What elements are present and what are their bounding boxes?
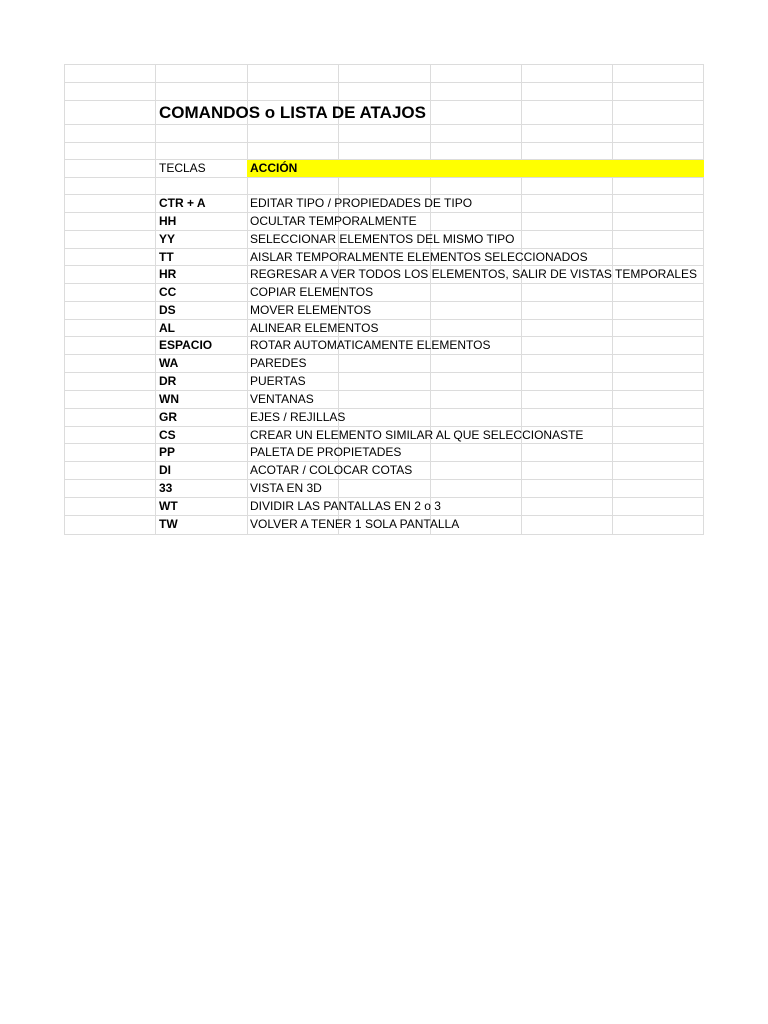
spreadsheet-grid (64, 64, 704, 535)
shortcut-action: CREAR UN ELEMENTO SIMILAR AL QUE SELECCIONASTE (250, 428, 584, 442)
shortcut-action: PAREDES (250, 356, 307, 370)
shortcut-action: PUERTAS (250, 374, 306, 388)
table-row (64, 266, 704, 284)
shortcut-key: 33 (159, 481, 173, 495)
shortcut-key: CTR + A (159, 196, 206, 210)
title-row (64, 101, 704, 125)
table-row (64, 302, 704, 320)
shortcut-action: EJES / REJILLAS (250, 410, 346, 424)
shortcut-key: ESPACIO (159, 338, 213, 352)
table-row (64, 391, 704, 409)
shortcut-key: DS (159, 303, 176, 317)
shortcut-action: SELECCIONAR ELEMENTOS DEL MISMO TIPO (250, 232, 515, 246)
table-row (64, 337, 704, 355)
shortcut-action: REGRESAR A VER TODOS LOS ELEMENTOS, SALIR DE VISTAS TEMPORALES (250, 267, 698, 281)
shortcut-action: OCULTAR TEMPORALMENTE (250, 214, 417, 228)
table-row (64, 516, 704, 535)
shortcut-key: CC (159, 285, 177, 299)
shortcut-action: DIVIDIR LAS PANTALLAS EN 2 o 3 (250, 499, 441, 513)
shortcut-key: WA (159, 356, 179, 370)
sheet-title: COMANDOS o LISTA DE ATAJOS (159, 103, 426, 122)
empty-row (64, 143, 704, 160)
table-row (64, 444, 704, 462)
empty-row (64, 83, 704, 101)
table-row (64, 195, 704, 213)
header-keys-label: TECLAS (159, 161, 206, 175)
shortcut-key: PP (159, 445, 176, 459)
shortcut-key: YY (159, 232, 176, 246)
shortcut-key: DR (159, 374, 177, 388)
shortcut-action: VISTA EN 3D (250, 481, 322, 495)
shortcut-action: VENTANAS (250, 392, 314, 406)
shortcut-action: EDITAR TIPO / PROPIEDADES DE TIPO (250, 196, 473, 210)
shortcut-key: TT (159, 250, 174, 264)
shortcut-action: MOVER ELEMENTOS (250, 303, 372, 317)
shortcut-key: AL (159, 321, 175, 335)
header-row (64, 160, 704, 178)
shortcut-key: DI (159, 463, 171, 477)
table-row (64, 373, 704, 391)
shortcut-key: GR (159, 410, 177, 424)
table-row (64, 284, 704, 302)
header-action-label: ACCIÓN (250, 161, 298, 175)
table-row (64, 231, 704, 249)
shortcut-key: WN (159, 392, 179, 406)
shortcut-key: WT (159, 499, 178, 513)
shortcut-action: VOLVER A TENER 1 SOLA PANTALLA (250, 517, 460, 531)
table-row (64, 498, 704, 516)
shortcut-action: COPIAR ELEMENTOS (250, 285, 374, 299)
shortcut-action: AISLAR TEMPORALMENTE ELEMENTOS SELECCIONADOS (250, 250, 588, 264)
shortcut-action: ACOTAR / COLOCAR COTAS (250, 463, 413, 477)
table-row (64, 427, 704, 444)
table-row (64, 320, 704, 337)
shortcut-key: CS (159, 428, 176, 442)
table-row (64, 249, 704, 266)
empty-row (64, 178, 704, 195)
table-row (64, 409, 704, 427)
shortcut-key: HR (159, 267, 177, 281)
table-row (64, 213, 704, 231)
table-row (64, 480, 704, 498)
empty-row (64, 64, 704, 83)
shortcut-key: HH (159, 214, 177, 228)
shortcut-action: ALINEAR ELEMENTOS (250, 321, 379, 335)
shortcut-key: TW (159, 517, 178, 531)
header-highlight (247, 160, 704, 177)
empty-row (64, 125, 704, 143)
shortcut-action: PALETA DE PROPIETADES (250, 445, 402, 459)
table-row (64, 462, 704, 480)
table-row (64, 355, 704, 373)
shortcut-action: ROTAR AUTOMATICAMENTE ELEMENTOS (250, 338, 491, 352)
